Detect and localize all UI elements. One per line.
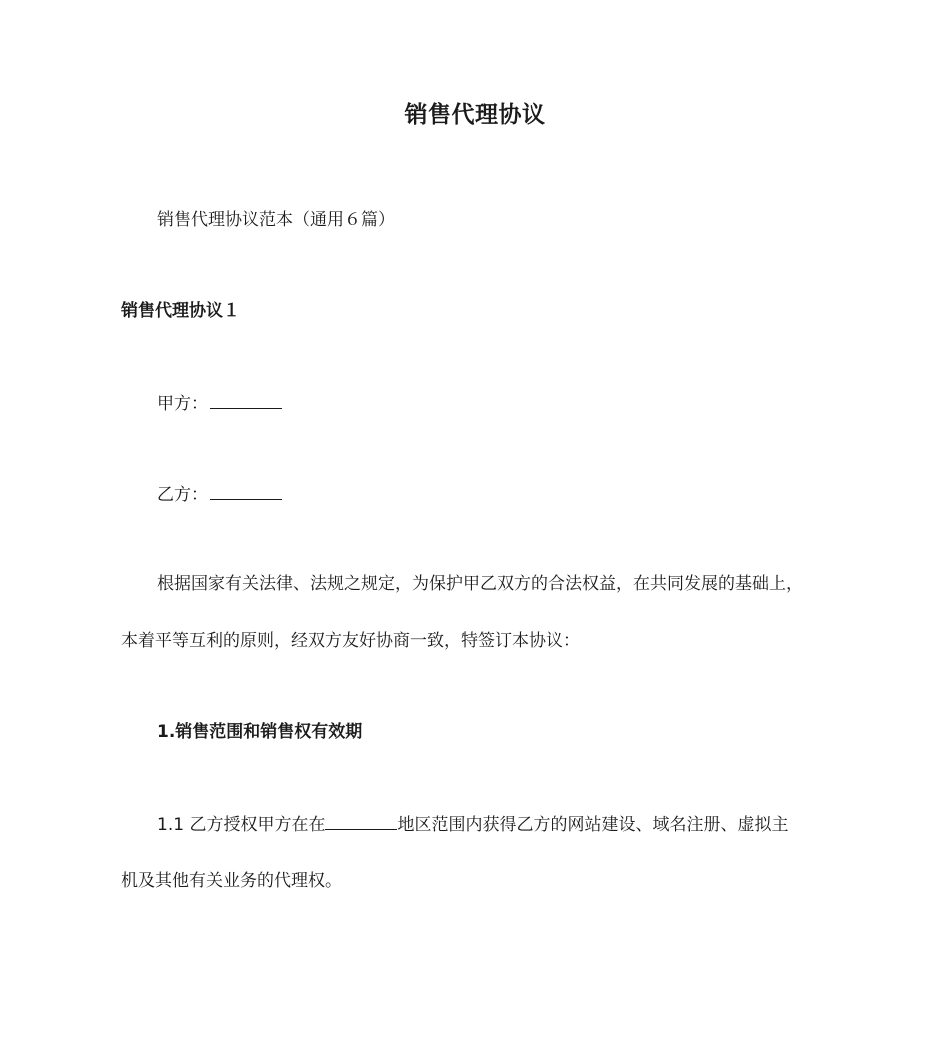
preamble-line-2: 本着平等互利的原则，经双方友好协商一致，特签订本协议： <box>121 631 580 651</box>
document-subtitle: 销售代理协议范本（通用６篇） <box>157 210 395 230</box>
clause-1-1-suffix: 地区范围内获得乙方的网站建设、域名注册、虚拟主 <box>397 815 789 835</box>
party-a-line <box>157 390 282 416</box>
party-b-blank <box>210 481 282 500</box>
preamble-line-1: 根据国家有关法律、法规之规定，为保护甲乙双方的合法权益，在共同发展的基础上， <box>157 574 803 594</box>
party-b-line <box>157 481 282 507</box>
clause-1-heading: 1.销售范围和销售权有效期 <box>157 722 363 742</box>
clause-1-1-line-1 <box>157 811 788 837</box>
document-title: 销售代理协议 <box>404 102 546 128</box>
region-blank <box>325 811 397 830</box>
section-heading: 销售代理协议１ <box>121 301 240 321</box>
party-b-label: 乙方： <box>157 485 208 505</box>
party-a-label: 甲方： <box>157 394 208 414</box>
party-a-blank <box>210 390 282 409</box>
clause-1-1-prefix: 1.1 乙方授权甲方在在 <box>157 815 326 835</box>
clause-1-1-line-2: 机及其他有关业务的代理权。 <box>121 871 342 891</box>
